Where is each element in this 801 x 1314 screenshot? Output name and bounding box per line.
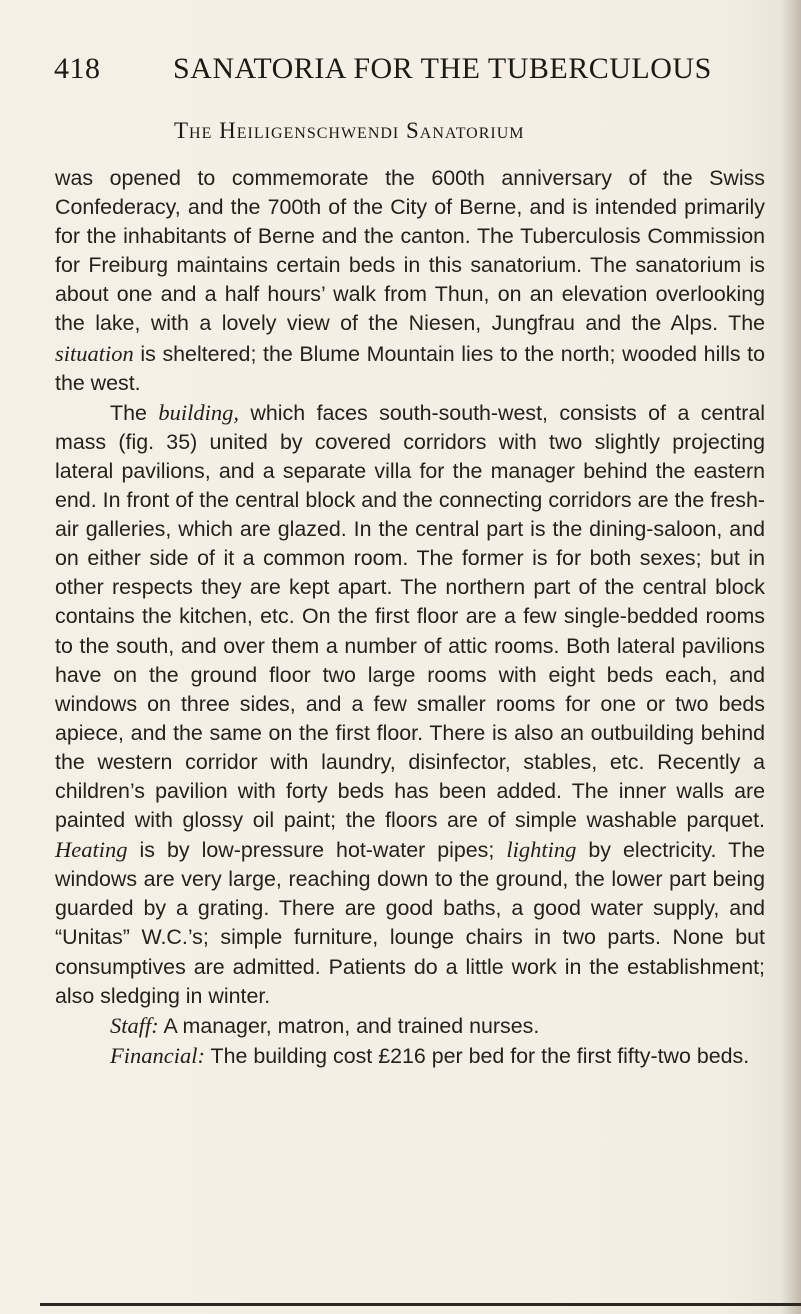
- text-run: was opened to commemorate the 600th anniversary of the Swiss Confederacy, and the 700th of the City of Berne, and is intended primarily for the inhabitants of Berne and the canton. The Tuberculosis Commission for Freiburg maintains certain beds in this sanatorium. The sanatorium is about one and a half hours’ walk from Thun, on an elevation overlooking the lake, with a lovely view of the Niesen, Jungfrau and the Alps. The: [55, 166, 765, 336]
- text-run: A manager, matron, and trained nurses.: [158, 1013, 540, 1038]
- text-run: by electricity. The windows are very large, reaching down to the ground, the lower part being guarded by a grating. There are good baths, a good water supply, and “Unitas” W.C.’s; simple furniture, lounge chairs in two parts. None but consumptives are admitted. Patients do a little work in the establishment; also sledging in winter.: [55, 838, 765, 1008]
- italic-term-situation: situation: [55, 340, 134, 366]
- text-run: is by low-pressure hot-water pipes;: [127, 838, 507, 863]
- section-title: The Heiligenschwendi Sanatorium: [174, 118, 525, 143]
- running-head: SANATORIA FOR THE TUBERCULOUS: [173, 52, 712, 85]
- italic-label-staff: Staff:: [110, 1012, 159, 1038]
- paragraph-staff: [55, 1011, 765, 1041]
- italic-term-lighting: lighting: [506, 837, 577, 863]
- text-run: which faces south-south-west, consists of a central mass (fig. 35) united by covered corridors with two slightly projecting lateral pavilions, and a separate villa for the manager behind the eastern end. In front of the central block and the connecting corridors are the fresh-air galleries, which are glazed. In the central part is the dining-saloon, and on either side of it a common room. The former is for both sexes; but in other respects they are kept apart. The northern part of the central block contains the kitchen, etc. On the first floor are a few single-bedded rooms to the south, and over them a number of attic rooms. Both lateral pavilions have on the ground floor two large rooms with eight beds each, and windows on three sides, and a few smaller rooms for one or two beds apiece, and the same on the first floor. There is also an outbuilding behind the western corridor with laundry, disinfector, stables, etc. Recently a children’s pavilion with forty beds has been added. The inner walls are painted with glossy oil paint; the floors are of simple washable parquet.: [55, 400, 766, 833]
- italic-term-heating: Heating: [55, 837, 128, 863]
- text-run: is sheltered; the Blume Mountain lies to the north; wooded hills to the west.: [55, 341, 765, 395]
- text-run: The: [110, 400, 159, 425]
- paragraph-financial: [55, 1041, 765, 1071]
- body-text: [55, 164, 765, 1071]
- italic-label-financial: Financial:: [110, 1042, 205, 1068]
- page-number: 418: [54, 52, 101, 85]
- text-run: The building cost £216 per bed for the first fifty-two beds.: [204, 1043, 750, 1068]
- page-edge-shadow: [781, 0, 801, 1314]
- page-bottom-border: [40, 1303, 801, 1306]
- italic-term-building: building,: [158, 399, 239, 425]
- page-header: [54, 52, 754, 92]
- paragraph-building: [55, 398, 765, 1011]
- paragraph-opening: [55, 164, 765, 398]
